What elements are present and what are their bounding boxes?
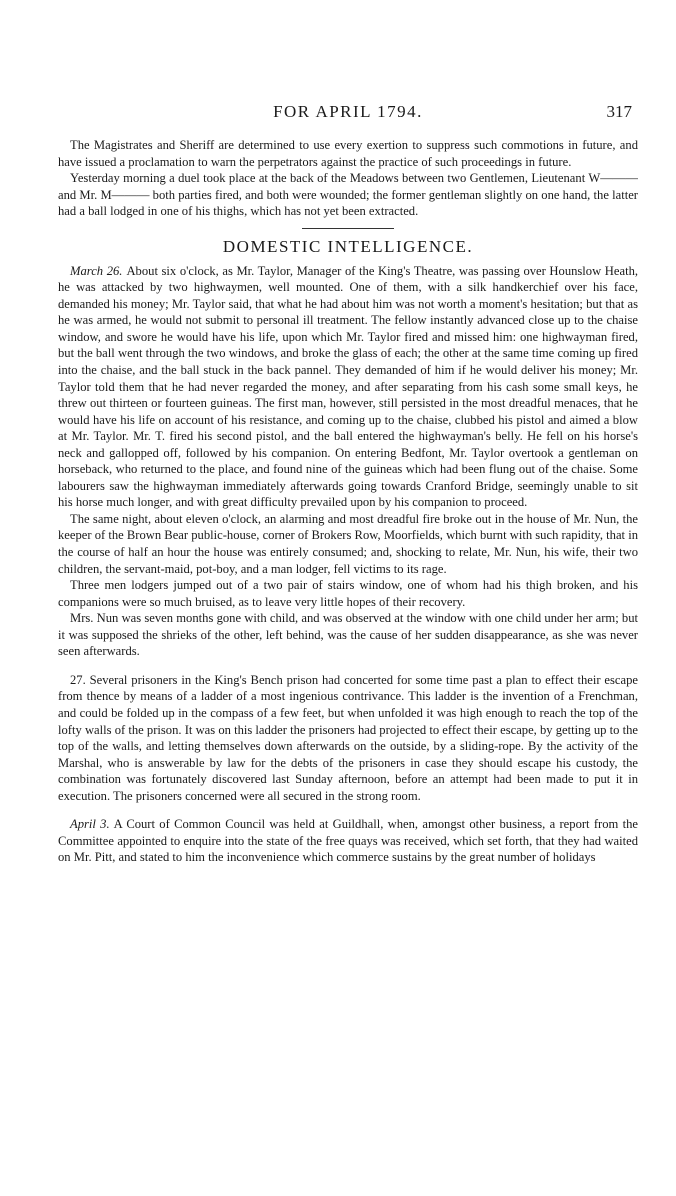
- date-27: 27.: [70, 672, 86, 687]
- section-divider-rule: [302, 228, 394, 229]
- date-march-26: March 26.: [70, 263, 123, 278]
- date-april-3: April 3.: [70, 817, 110, 832]
- text-common-council: A Court of Common Council was held at Guildhall, when, amongst other business, a report from the Committee appointed to enquire into the state of the free quays was received, which set forth, that they had waited on Mr. Pitt, and stated to him the inconvenience which commerce sustains by the great number of holidays: [58, 817, 638, 865]
- paragraph-lodgers: Three men lodgers jumped out of a two pair of stairs window, one of whom had his thigh broken, and his companions were so much bruised, as to leave very little hopes of their recovery.: [58, 578, 638, 609]
- paragraph-magistrates: The Magistrates and Sheriff are determined to use every exertion to suppress such commotions in future, and have issued a proclamation to warn the perpetrators against the practice of such proceedings in future.: [58, 138, 638, 169]
- paragraph-gap: [58, 660, 638, 672]
- paragraph-fire: The same night, about eleven o'clock, an alarming and most dreadful fire broke out in the house of Mr. Nun, the keeper of the Brown Bear public-house, corner of Brokers Row, Moorfields, which burnt with such rapidity, that in the course of half an hour the house was entirely consumed; and, shocking to relate, Mr. Nun, his wife, their two children, the servant-maid, pot-boy, and a man lodger, fell victims to its rage.: [58, 511, 638, 576]
- text-column: [58, 137, 638, 1187]
- running-head: [58, 100, 638, 124]
- paragraph-march-26: [58, 263, 638, 511]
- text-highwaymen: About six o'clock, as Mr. Taylor, Manager of the King's Theatre, was passing over Hounslow Heath, he was attacked by two highwaymen, well mounted. One of them, with a silk handkerchief over his face, demanded his money; Mr. Taylor said, that what he had about him was not worth a moment's hesitation; but that as he was armed, he would not submit to personal ill treatment. The fellow instantly advanced close up to the chaise window, and swore he would have his life, upon which Mr. Taylor fired and missed him: one highwayman fired, but the ball went through the two windows, and broke the glass of each; the other at the same time coming up fired into the chaise, and the ball stuck in the back pannel. They demanded of him if he would deliver his money; Mr. Taylor told them that he had never regarded the money, and after separating from his cash some small keys, he threw out thirteen or fourteen guineas. The first man, however, still persisted in the most dreadful menaces, that he would have his life on account of his resistance, and coming up to the chaise, clubbed his pistol and aimed a blow at Mr. Taylor. Mr. T. fired his second pistol, and the ball entered the highwayman's belly. He fell on his horse's neck and gallopped off, followed by his companion. On entering Bedfont, Mr. Taylor overtook a gentleman on horseback, who returned to the place, and found nine of the guineas which had been flung out of the chaise. Some labourers saw the highwayman immediately afterwards going towards Cranford Bridge, seemingly unable to sit his horse much longer, and with great difficulty prevailed upon by his companion to proceed.: [58, 263, 638, 510]
- text-kings-bench: Several prisoners in the King's Bench prison had concerted for some time past a plan to effect their escape from thence by means of a ladder of a most ingenious contrivance. This ladder is the invention of a Frenchman, and could be folded up in the compass of a few feet, but when unfolded it was high enough to reach the top of the lofty walls of the prison. It was on this ladder the prisoners had projected to effect their escape, by getting up to the top of the walls, and letting themselves down afterwards on the outside, by a sliding-rope. By the activity of the Marshal, who is answerable by law for the debts of the prisoners in case they should escape his custody, the combination was fortunately discovered last Sunday afternoon, before an attempt had been made to put it in execution. The prisoners concerned were all secured in the strong room.: [58, 672, 638, 803]
- paragraph-april-3: [58, 816, 638, 866]
- paragraph-gap: [58, 804, 638, 816]
- paragraph-march-27: [58, 672, 638, 804]
- paragraph-mrs-nun: Mrs. Nun was seven months gone with child, and was observed at the window with one child under her arm; but it was supposed the shrieks of the other, left behind, was the cause of her sudden disappearance, as she was never seen afterwards.: [58, 611, 638, 659]
- running-title: FOR APRIL 1794.: [273, 102, 423, 121]
- paragraph-duel: Yesterday morning a duel took place at the back of the Meadows between two Gentlemen, Lieutenant W——— and Mr. M——— both parties fired, and both were wounded; the former gentleman slightly on one hand, the latter had a ball lodged in one of his thighs, which has not yet been extracted.: [58, 171, 638, 219]
- page-number: 317: [606, 102, 632, 121]
- section-heading-domestic: DOMESTIC INTELLIGENCE.: [222, 236, 474, 256]
